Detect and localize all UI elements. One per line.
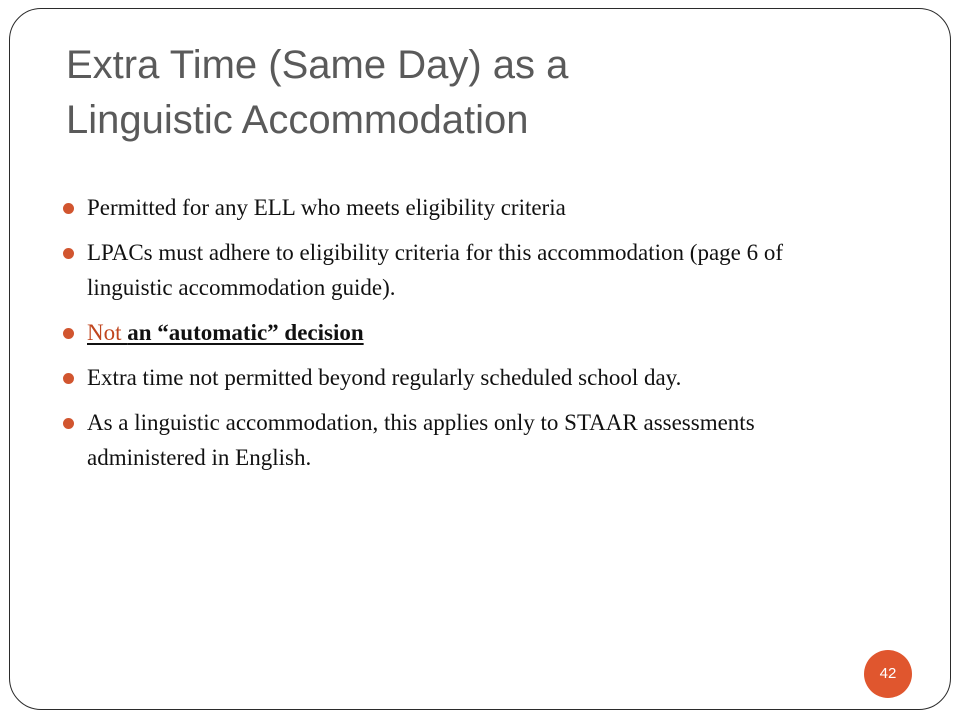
bullet-item bbox=[63, 315, 843, 350]
title-line-1: Extra Time (Same Day) as a bbox=[66, 43, 569, 87]
bullet-text: Permitted for any ELL who meets eligibility criteria bbox=[87, 195, 566, 220]
bullet-item bbox=[63, 360, 843, 395]
bullet-dot-icon bbox=[63, 328, 74, 339]
bullet-text: Extra time not permitted beyond regularly scheduled school day. bbox=[87, 365, 682, 390]
bullet-dot-icon bbox=[63, 248, 74, 259]
bullet-text: As a linguistic accommodation, this applies only to STAAR assessments administered in English. bbox=[87, 410, 755, 470]
bullet-item bbox=[63, 190, 843, 225]
slide-title bbox=[66, 38, 886, 148]
title-line-2: Linguistic Accommodation bbox=[66, 98, 529, 142]
page-number-badge: 42 bbox=[864, 650, 912, 698]
bullet-text: LPACs must adhere to eligibility criteria for this accommodation (page 6 of linguistic accommodation guide). bbox=[87, 240, 784, 300]
bullet-item bbox=[63, 405, 843, 475]
bullet-emphasis bbox=[87, 320, 364, 345]
bullet-dot-icon bbox=[63, 418, 74, 429]
bullet-text: an “automatic” decision bbox=[127, 320, 364, 345]
bullet-list bbox=[63, 190, 843, 485]
bullet-dot-icon bbox=[63, 203, 74, 214]
bullet-dot-icon bbox=[63, 373, 74, 384]
bullet-accent-text: Not bbox=[87, 320, 128, 345]
bullet-item bbox=[63, 235, 843, 305]
